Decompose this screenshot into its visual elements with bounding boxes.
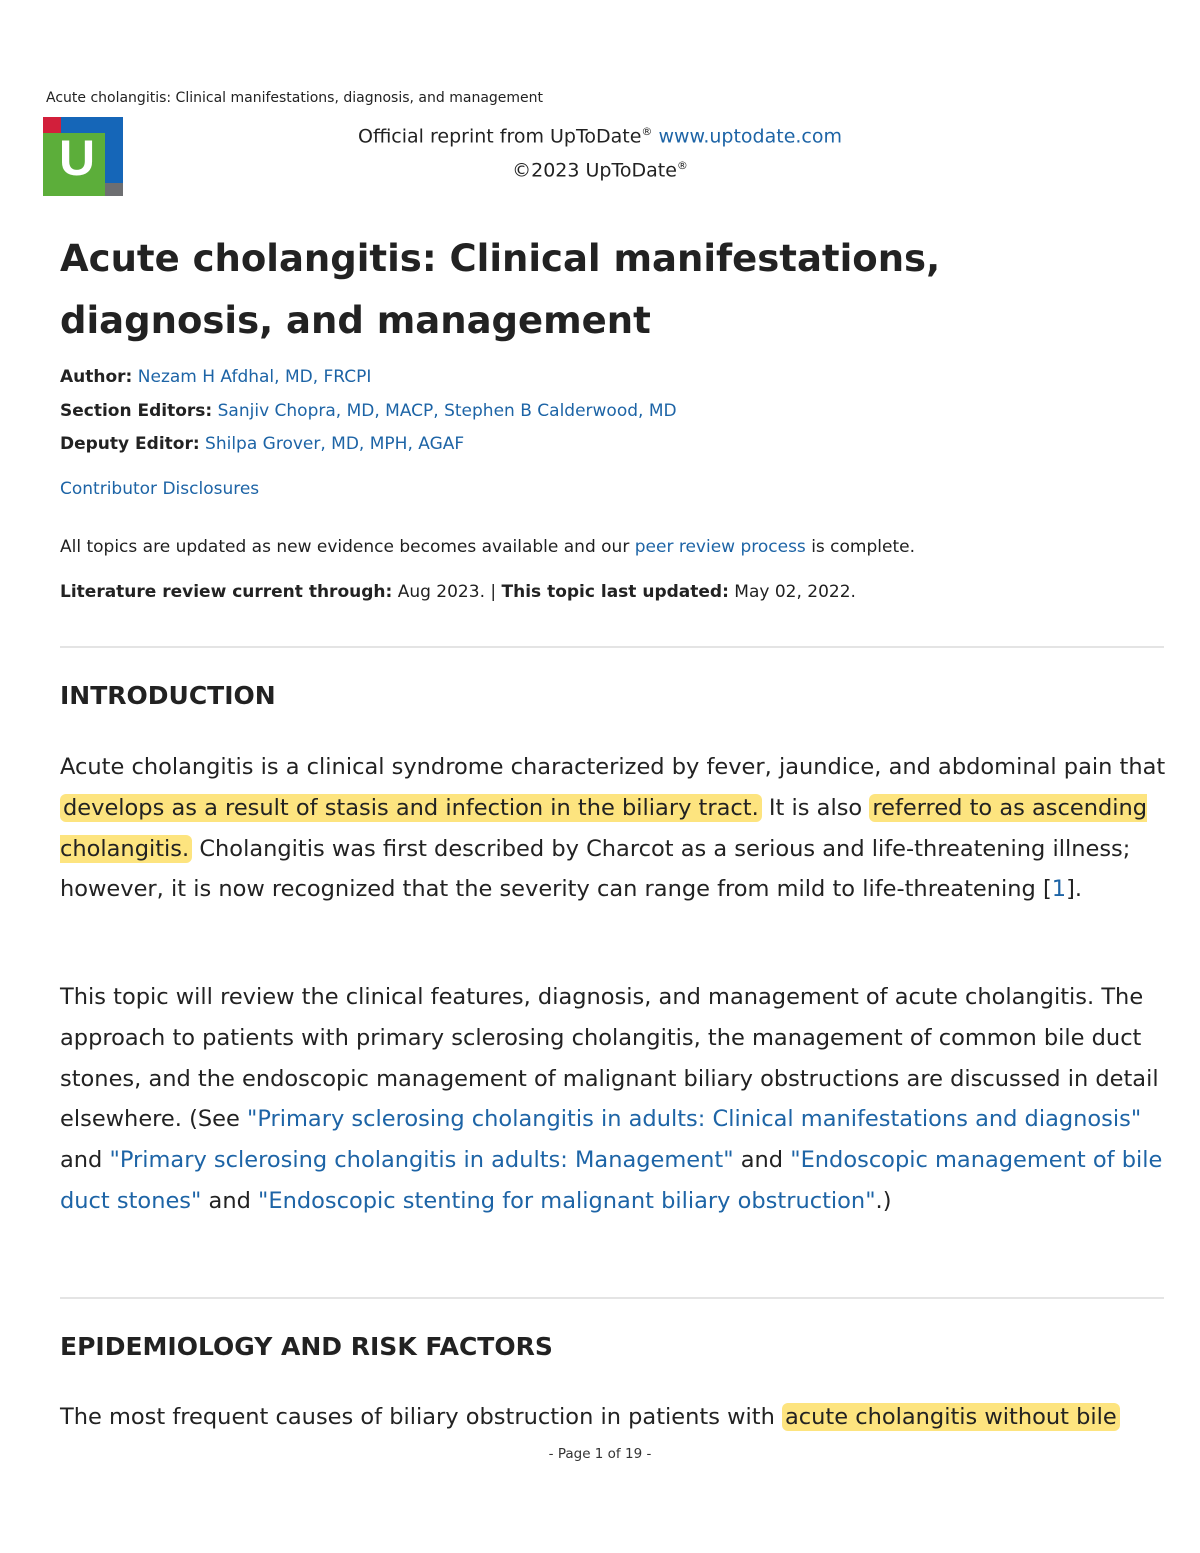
reference-link-1[interactable]: 1 xyxy=(1051,876,1067,903)
update-note: All topics are updated as new evidence becomes available and our peer review process is complete. xyxy=(60,537,915,557)
highlight: referred to as ascending cholangitis. xyxy=(60,794,1148,862)
author-line: Author: Nezam H Afdhal, MD, FRCPI xyxy=(60,367,372,387)
introduction-paragraph-1: Acute cholangitis is a clinical syndrome characterized by fever, jaundice, and abdominal pain that develops as a result of stasis and infection in the biliary tract. It is also referred to as ascending cholangitis. Cholangitis was first described by Charcot as a serious and life-threatening illness; however, it is now recognized that the severity can range from mild to life-threatening [1]. xyxy=(60,754,1166,903)
contributor-disclosures-line xyxy=(60,478,259,500)
epidemiology-heading: EPIDEMIOLOGY AND RISK FACTORS xyxy=(60,1332,553,1361)
logo-letter: U xyxy=(58,130,96,186)
deputy-editor-link[interactable]: Shilpa Grover, MD, MPH, AGAF xyxy=(205,434,465,454)
highlight: acute cholangitis without bile xyxy=(782,1403,1120,1431)
author-link[interactable]: Nezam H Afdhal, MD, FRCPI xyxy=(137,367,372,387)
introduction-heading: INTRODUCTION xyxy=(60,681,276,710)
topic-link-psc-management[interactable]: "Primary sclerosing cholangitis in adults: Management" xyxy=(109,1147,734,1174)
reprint-line-2: ©2023 UpToDate® xyxy=(512,159,688,182)
article-title: Acute cholangitis: Clinical manifestations, diagnosis, and management xyxy=(60,237,941,342)
introduction-paragraph-2: This topic will review the clinical features, diagnosis, and management of acute cholangitis. The approach to patients with primary sclerosing cholangitis, the management of common bile duct stones, and the endoscopic management of malignant biliary obstructions are discussed in detail elsewhere. (See "Primary sclerosing cholangitis in adults: Clinical manifestations and diagnosis" and "Primary sclerosing cholangitis in adults: Management" and "Endoscopic management of bile duct stones" and "Endoscopic stenting for malignant biliary obstruction".) xyxy=(60,984,1163,1214)
highlight: develops as a result of stasis and infection in the biliary tract. xyxy=(60,794,762,822)
contributor-disclosures-link[interactable]: Contributor Disclosures xyxy=(60,479,260,499)
topic-link-psc-diagnosis[interactable]: "Primary sclerosing cholangitis in adults: Clinical manifestations and diagnosis" xyxy=(246,1106,1142,1133)
reprint-line-1: Official reprint from UpToDate® www.uptodate.com xyxy=(357,125,843,148)
page-number: - Page 1 of 19 - xyxy=(548,1446,652,1462)
section-divider xyxy=(60,1297,1164,1299)
peer-review-process-link[interactable]: peer review process xyxy=(634,537,806,557)
running-header: Acute cholangitis: Clinical manifestations, diagnosis, and management xyxy=(46,90,544,106)
section-editor-link-1[interactable]: Sanjiv Chopra, MD, MACP xyxy=(217,401,434,421)
section-editors-line: Section Editors: Sanjiv Chopra, MD, MACP, Stephen B Calderwood, MD xyxy=(60,401,677,421)
uptodate-logo xyxy=(43,117,123,196)
section-divider xyxy=(60,646,1164,648)
topic-link-bile-duct-stones[interactable]: "Endoscopic management of bile duct stones" xyxy=(60,1147,1163,1214)
deputy-editor-line: Deputy Editor: Shilpa Grover, MD, MPH, AGAF xyxy=(60,434,465,454)
review-dates: Literature review current through: Aug 2023. | This topic last updated: May 02, 2022. xyxy=(60,582,856,602)
epidemiology-paragraph-1: The most frequent causes of biliary obstruction in patients with acute cholangitis without bile xyxy=(60,1397,1170,1438)
uptodate-url-link[interactable]: www.uptodate.com xyxy=(658,125,843,148)
reprint-notice xyxy=(300,117,900,186)
section-editor-link-2[interactable]: Stephen B Calderwood, MD xyxy=(444,401,677,421)
topic-link-endoscopic-stenting[interactable]: "Endoscopic stenting for malignant biliary obstruction" xyxy=(258,1187,876,1214)
